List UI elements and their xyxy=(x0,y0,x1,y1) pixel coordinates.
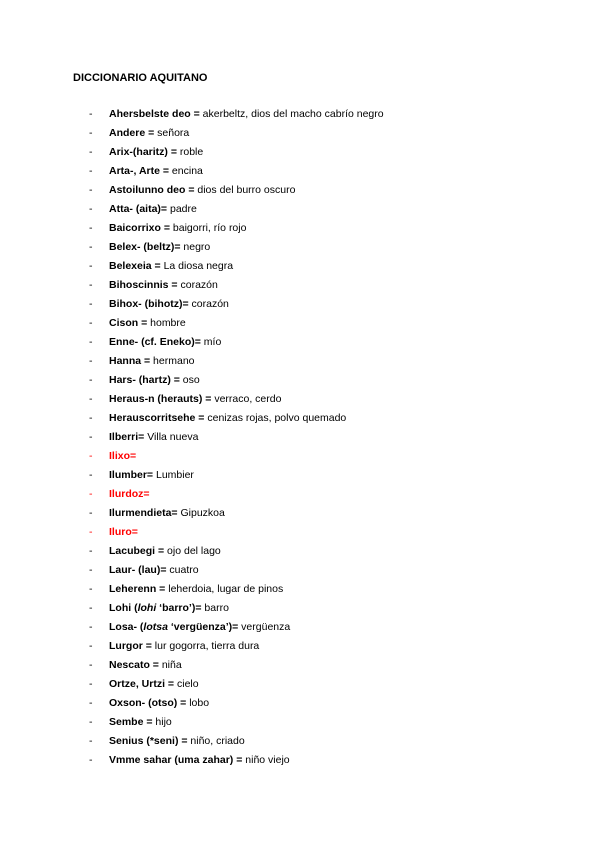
entry-term: Enne- (cf. Eneko)= xyxy=(109,336,201,348)
entry-definition: baigorri, río rojo xyxy=(170,222,247,234)
bullet-dash: - xyxy=(89,279,93,291)
entry-text xyxy=(109,466,194,485)
list-item xyxy=(0,181,600,200)
entry-text xyxy=(109,105,384,124)
list-item xyxy=(0,732,600,751)
list-item xyxy=(0,637,600,656)
entry-text xyxy=(109,485,150,504)
list-item xyxy=(0,428,600,447)
entry-term: Nescato = xyxy=(109,659,159,671)
entry-text xyxy=(109,675,199,694)
entry-definition: señora xyxy=(154,127,190,139)
list-item xyxy=(0,333,600,352)
entry-definition: hermano xyxy=(150,355,195,367)
list-item xyxy=(0,219,600,238)
entry-text xyxy=(109,257,233,276)
bullet-dash: - xyxy=(89,697,93,709)
entry-definition: niña xyxy=(158,659,182,671)
bullet-dash: - xyxy=(89,716,93,728)
list-item xyxy=(0,162,600,181)
entry-text xyxy=(109,238,210,257)
entry-definition: Gipuzkoa xyxy=(177,507,225,519)
entry-text xyxy=(109,295,229,314)
entry-definition: vergüenza xyxy=(238,621,291,633)
list-item xyxy=(0,523,600,542)
entry-definition: Lumbier xyxy=(153,469,194,481)
entry-definition: lobo xyxy=(186,697,210,709)
entry-term: Ortze, Urtzi = xyxy=(109,678,175,690)
bullet-dash: - xyxy=(89,583,93,595)
list-item xyxy=(0,124,600,143)
entry-term: Ilberri= xyxy=(109,431,145,443)
entry-definition: hijo xyxy=(152,716,172,728)
bullet-dash: - xyxy=(89,469,93,481)
entry-term: Andere = xyxy=(109,127,155,139)
entry-term: Heraus-n (herauts) = xyxy=(109,393,212,405)
list-item xyxy=(0,675,600,694)
bullet-dash: - xyxy=(89,564,93,576)
list-item xyxy=(0,713,600,732)
list-item xyxy=(0,295,600,314)
list-item xyxy=(0,561,600,580)
entry-text xyxy=(109,599,229,618)
entry-term-italic: lohi xyxy=(137,602,157,614)
bullet-dash: - xyxy=(89,374,93,386)
bullet-dash: - xyxy=(89,260,93,272)
entry-term xyxy=(109,602,201,614)
entry-text xyxy=(109,352,195,371)
entry-text xyxy=(109,219,246,238)
entry-term: Astoilunno deo = xyxy=(109,184,195,196)
entry-term: Lacubegi = xyxy=(109,545,165,557)
entry-text xyxy=(109,124,189,143)
entry-term: Arix-(haritz) = xyxy=(109,146,177,158)
entry-definition: akerbeltz, dios del macho cabrío negro xyxy=(199,108,384,120)
entry-text xyxy=(109,200,197,219)
entry-term: Atta- (aita)= xyxy=(109,203,168,215)
list-item xyxy=(0,276,600,295)
bullet-dash: - xyxy=(89,336,93,348)
entry-term: Bihox- (bihotz)= xyxy=(109,298,189,310)
bullet-dash: - xyxy=(89,488,93,500)
entry-term: Cison = xyxy=(109,317,148,329)
entry-definition: cenizas rojas, polvo quemado xyxy=(204,412,347,424)
entry-text xyxy=(109,542,221,561)
entry-definition: La diosa negra xyxy=(160,260,234,272)
entry-term: Belex- (beltz)= xyxy=(109,241,181,253)
entry-text xyxy=(109,390,281,409)
entry-term: Ilurmendieta= xyxy=(109,507,178,519)
list-item xyxy=(0,751,600,770)
bullet-dash: - xyxy=(89,241,93,253)
entry-term: Iluro= xyxy=(109,526,138,538)
entry-definition: niño, criado xyxy=(187,735,245,747)
bullet-dash: - xyxy=(89,412,93,424)
bullet-dash: - xyxy=(89,108,93,120)
bullet-dash: - xyxy=(89,735,93,747)
bullet-dash: - xyxy=(89,355,93,367)
page-title: DICCIONARIO AQUITANO xyxy=(73,72,208,84)
entry-term: Laur- (lau)= xyxy=(109,564,167,576)
entry-definition: roble xyxy=(176,146,204,158)
list-item xyxy=(0,200,600,219)
entry-definition: negro xyxy=(180,241,211,253)
entry-term: Oxson- (otso) = xyxy=(109,697,187,709)
bullet-dash: - xyxy=(89,526,93,538)
bullet-dash: - xyxy=(89,203,93,215)
entry-term-part: ‘vergüenza’)= xyxy=(167,621,239,633)
entry-definition: cielo xyxy=(174,678,199,690)
entry-text xyxy=(109,143,203,162)
bullet-dash: - xyxy=(89,602,93,614)
entry-term: Ilumber= xyxy=(109,469,154,481)
entry-text xyxy=(109,314,186,333)
entry-text xyxy=(109,561,199,580)
entry-text xyxy=(109,523,138,542)
list-item xyxy=(0,599,600,618)
entry-definition: mío xyxy=(200,336,222,348)
entry-term: Hars- (hartz) = xyxy=(109,374,180,386)
bullet-dash: - xyxy=(89,165,93,177)
bullet-dash: - xyxy=(89,545,93,557)
entry-text xyxy=(109,333,221,352)
entry-definition: leherdoia, lugar de pinos xyxy=(165,583,284,595)
entry-text xyxy=(109,732,245,751)
entry-term-italic: lotsa xyxy=(143,621,168,633)
entry-text xyxy=(109,580,283,599)
entry-definition: oso xyxy=(179,374,200,386)
entry-term: Hanna = xyxy=(109,355,151,367)
list-item xyxy=(0,314,600,333)
bullet-dash: - xyxy=(89,678,93,690)
entry-text xyxy=(109,751,290,770)
list-item xyxy=(0,352,600,371)
entry-term: Bihoscinnis = xyxy=(109,279,178,291)
entry-term: Leherenn = xyxy=(109,583,166,595)
bullet-dash: - xyxy=(89,431,93,443)
entry-definition: Villa nueva xyxy=(144,431,199,443)
entry-definition: ojo del lago xyxy=(164,545,221,557)
entry-text xyxy=(109,371,200,390)
entry-term-part: Losa- ( xyxy=(109,621,144,633)
entry-term: Ilurdoz= xyxy=(109,488,150,500)
entry-text xyxy=(109,276,218,295)
entry-text xyxy=(109,409,346,428)
bullet-dash: - xyxy=(89,222,93,234)
entry-text xyxy=(109,504,225,523)
entry-definition: corazón xyxy=(177,279,218,291)
bullet-dash: - xyxy=(89,184,93,196)
entry-text xyxy=(109,162,203,181)
entry-text xyxy=(109,713,172,732)
list-item xyxy=(0,143,600,162)
entry-definition: dios del burro oscuro xyxy=(194,184,296,196)
entry-definition: encina xyxy=(169,165,203,177)
bullet-dash: - xyxy=(89,393,93,405)
entry-term: Senius (*seni) = xyxy=(109,735,188,747)
list-item xyxy=(0,371,600,390)
entry-text xyxy=(109,637,259,656)
entry-definition: padre xyxy=(167,203,197,215)
bullet-dash: - xyxy=(89,450,93,462)
entry-term: Arta-, Arte = xyxy=(109,165,170,177)
entry-term: Ahersbelste deo = xyxy=(109,108,200,120)
entry-term: Vmme sahar (uma zahar) = xyxy=(109,754,243,766)
entry-term: Ilixo= xyxy=(109,450,137,462)
entry-text xyxy=(109,447,136,466)
list-item xyxy=(0,694,600,713)
dictionary-list xyxy=(0,105,600,770)
list-item xyxy=(0,105,600,124)
bullet-dash: - xyxy=(89,659,93,671)
entry-definition: niño viejo xyxy=(242,754,290,766)
list-item xyxy=(0,257,600,276)
bullet-dash: - xyxy=(89,127,93,139)
bullet-dash: - xyxy=(89,754,93,766)
entry-term: Belexeia = xyxy=(109,260,161,272)
entry-definition: barro xyxy=(201,602,229,614)
entry-definition: hombre xyxy=(147,317,186,329)
bullet-dash: - xyxy=(89,146,93,158)
entry-definition: verraco, cerdo xyxy=(211,393,282,405)
list-item xyxy=(0,238,600,257)
entry-text xyxy=(109,656,182,675)
list-item xyxy=(0,409,600,428)
entry-definition: cuatro xyxy=(166,564,199,576)
list-item xyxy=(0,485,600,504)
list-item xyxy=(0,618,600,637)
bullet-dash: - xyxy=(89,507,93,519)
list-item xyxy=(0,542,600,561)
bullet-dash: - xyxy=(89,621,93,633)
entry-term: Baicorrixo = xyxy=(109,222,170,234)
entry-definition: corazón xyxy=(188,298,229,310)
list-item xyxy=(0,656,600,675)
bullet-dash: - xyxy=(89,640,93,652)
list-item xyxy=(0,447,600,466)
entry-term: Lurgor = xyxy=(109,640,152,652)
entry-term xyxy=(109,621,238,633)
list-item xyxy=(0,390,600,409)
bullet-dash: - xyxy=(89,317,93,329)
entry-term-part: Lohi ( xyxy=(109,602,138,614)
entry-text xyxy=(109,618,290,637)
list-item xyxy=(0,580,600,599)
entry-term-part: ‘barro’)= xyxy=(156,602,202,614)
bullet-dash: - xyxy=(89,298,93,310)
entry-text xyxy=(109,181,295,200)
entry-text xyxy=(109,694,209,713)
entry-definition: lur gogorra, tierra dura xyxy=(151,640,260,652)
list-item xyxy=(0,504,600,523)
entry-term: Sembe = xyxy=(109,716,153,728)
list-item xyxy=(0,466,600,485)
entry-text xyxy=(109,428,198,447)
entry-term: Herauscorritsehe = xyxy=(109,412,205,424)
